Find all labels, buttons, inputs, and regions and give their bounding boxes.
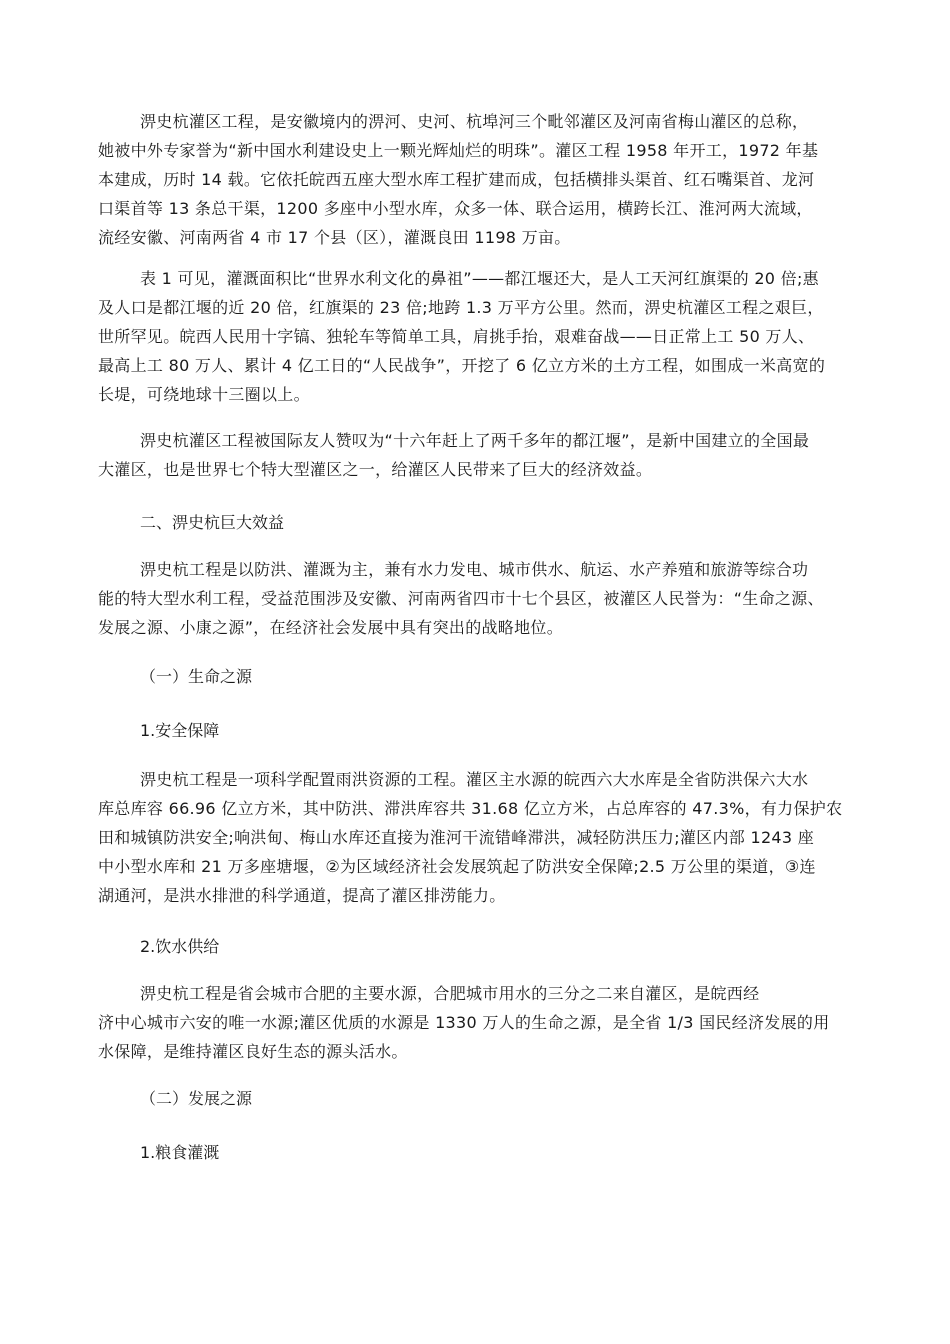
text-line: 淠史杭工程是一项科学配置雨洪资源的工程。灌区主水源的皖西六大水库是全省防洪保六大水 bbox=[140, 770, 809, 789]
item-heading-water-supply: 2.饮水供给 bbox=[140, 937, 220, 956]
text-line: 及人口是都江堰的近 20 倍，红旗渠的 23 倍;地跨 1.3 万平方公里。然而，淠史杭灌区工程之艰巨， bbox=[98, 298, 824, 317]
text-line: 她被中外专家誉为“新中国水利建设史上一颗光辉灿烂的明珠”。灌区工程 1958 年开工，1972 年基 bbox=[98, 141, 819, 160]
text-line: 最高上工 80 万人、累计 4 亿工日的“人民战争”，开挖了 6 亿立方米的土方工程，如围成一米高宽的 bbox=[98, 356, 826, 375]
text-line: 本建成，历时 14 载。它依托皖西五座大型水库工程扩建而成，包括横排头渠首、红石嘴渠首、龙河 bbox=[98, 170, 815, 189]
text-line: 中小型水库和 21 万多座塘堰，②为区域经济社会发展筑起了防洪安全保障;2.5 万公里的渠道，③连 bbox=[98, 857, 816, 876]
text-line: 能的特大型水利工程，受益范围涉及安徽、河南两省四市十七个县区，被灌区人民誉为：“生命之源、 bbox=[98, 589, 824, 608]
paragraph-table1-comparison bbox=[98, 264, 898, 409]
text-line: 淠史杭灌区工程，是安徽境内的淠河、史河、杭埠河三个毗邻灌区及河南省梅山灌区的总称， bbox=[140, 112, 809, 131]
section-heading-benefits: 二、淠史杭巨大效益 bbox=[140, 513, 285, 532]
text-line: 世所罕见。皖西人民用十字镐、独轮车等简单工具，肩挑手抬，艰难奋战——日正常上工 50 万人、 bbox=[98, 327, 815, 346]
text-line: 表 1 可见，灌溉面积比“世界水利文化的鼻祖”——都江堰还大，是人工天河红旗渠的 20 倍;惠 bbox=[140, 269, 819, 288]
paragraph-benefits-intro bbox=[98, 555, 898, 642]
text-line: 淠史杭工程是以防洪、灌溉为主，兼有水力发电、城市供水、航运、水产养殖和旅游等综合功 bbox=[140, 560, 809, 579]
text-line: 口渠首等 13 条总干渠，1200 多座中小型水库，众多一体、联合运用，横跨长江、淮河两大流域， bbox=[98, 199, 813, 218]
subsection-heading-source-of-life: （一）生命之源 bbox=[140, 667, 253, 686]
text-line: 流经安徽、河南两省 4 市 17 个县（区），灌溉良田 1198 万亩。 bbox=[98, 228, 571, 247]
text-line: 库总库容 66.96 亿立方米，其中防洪、滞洪库容共 31.68 亿立方米，占总库容的 47.3%，有力保护农 bbox=[98, 799, 843, 818]
text-line: 济中心城市六安的唯一水源;灌区优质的水源是 1330 万人的生命之源，是全省 1/3 国民经济发展的用 bbox=[98, 1013, 830, 1032]
paragraph-flood-safety bbox=[98, 765, 898, 910]
text-line: 大灌区，也是世界七个特大型灌区之一，给灌区人民带来了巨大的经济效益。 bbox=[98, 460, 653, 479]
subsection-heading-source-of-development: （二）发展之源 bbox=[140, 1089, 253, 1108]
text-line: 湖通河，是洪水排泄的科学通道，提高了灌区排涝能力。 bbox=[98, 886, 506, 905]
paragraph-water-supply bbox=[98, 979, 898, 1066]
text-line: 长堤，可绕地球十三圈以上。 bbox=[98, 385, 310, 404]
text-line: 淠史杭工程是省会城市合肥的主要水源，合肥城市用水的三分之二来自灌区，是皖西经 bbox=[140, 984, 760, 1003]
text-line: 淠史杭灌区工程被国际友人赞叹为“十六年赶上了两千多年的都江堰”，是新中国建立的全国最 bbox=[140, 431, 810, 450]
item-heading-safety: 1.安全保障 bbox=[140, 721, 220, 740]
text-line: 水保障，是维持灌区良好生态的源头活水。 bbox=[98, 1042, 408, 1061]
text-line: 田和城镇防洪安全;响洪甸、梅山水库还直接为淮河干流错峰滞洪，减轻防洪压力;灌区内部 1243 座 bbox=[98, 828, 815, 847]
paragraph-international-praise bbox=[98, 426, 898, 484]
paragraph-overview bbox=[98, 107, 898, 252]
text-line: 发展之源、小康之源”，在经济社会发展中具有突出的战略地位。 bbox=[98, 618, 563, 637]
item-heading-grain-irrigation: 1.粮食灌溉 bbox=[140, 1143, 220, 1162]
